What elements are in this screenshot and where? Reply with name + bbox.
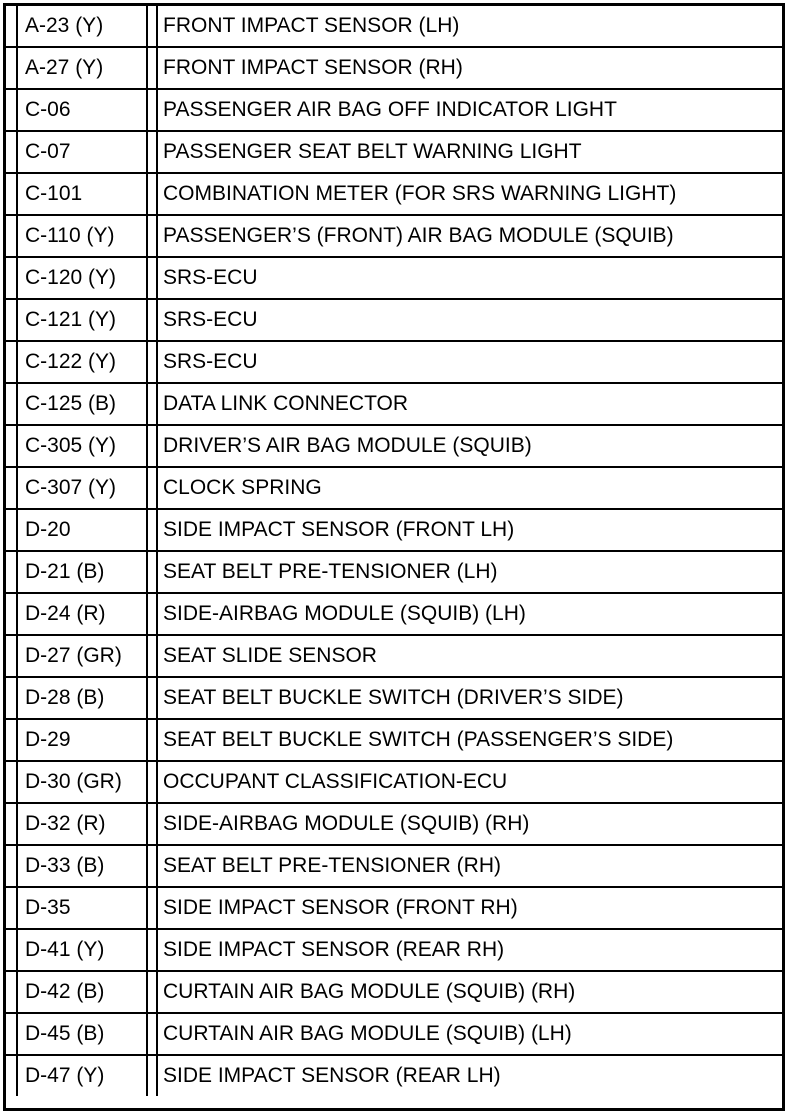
column-divider (147, 341, 157, 383)
connector-code: D-33 (B) (17, 845, 147, 887)
row-spacer (6, 509, 17, 551)
connector-name: SEAT BELT BUCKLE SWITCH (PASSENGER’S SIDE) (157, 719, 782, 761)
row-spacer (6, 467, 17, 509)
row-spacer (6, 929, 17, 971)
row-spacer (6, 677, 17, 719)
connector-name: SIDE IMPACT SENSOR (REAR LH) (163, 1064, 501, 1087)
connector-name: SEAT SLIDE SENSOR (157, 635, 782, 677)
connector-code: D-41 (Y) (17, 929, 147, 971)
connector-code: C-307 (Y) (17, 467, 147, 509)
table-row (6, 887, 782, 929)
connector-name: PASSENGER SEAT BELT WARNING LIGHT (157, 131, 782, 173)
connector-name: FRONT IMPACT SENSOR (LH) (157, 6, 782, 47)
connector-code: D-21 (B) (17, 551, 147, 593)
table-row (6, 803, 782, 845)
connector-code: D-35 (17, 887, 147, 929)
connector-name: COMBINATION METER (FOR SRS WARNING LIGHT) (157, 173, 782, 215)
column-divider (147, 257, 157, 299)
row-spacer (6, 551, 17, 593)
connector-code: D-32 (R) (17, 803, 147, 845)
connector-code: A-23 (Y) (17, 6, 147, 47)
connector-code: D-24 (R) (17, 593, 147, 635)
table-row (6, 215, 782, 257)
connector-code: C-110 (Y) (17, 215, 147, 257)
connector-name: SIDE IMPACT SENSOR (REAR RH) (157, 929, 782, 971)
connector-code: D-47 (Y) (17, 1055, 147, 1096)
column-divider (147, 845, 157, 887)
connector-code: D-29 (17, 719, 147, 761)
table-row (6, 1013, 782, 1055)
column-divider (147, 803, 157, 845)
connector-table-frame (3, 3, 785, 1111)
table-row (6, 131, 782, 173)
connector-code: D-27 (GR) (17, 635, 147, 677)
row-spacer (6, 719, 17, 761)
table-row (6, 509, 782, 551)
connector-code: C-305 (Y) (17, 425, 147, 467)
table-row (6, 1055, 782, 1096)
row-spacer (6, 761, 17, 803)
row-spacer (6, 47, 17, 89)
connector-code: D-28 (B) (17, 677, 147, 719)
column-divider (147, 1055, 157, 1096)
table-row (6, 761, 782, 803)
row-spacer (6, 845, 17, 887)
table-row (6, 6, 782, 47)
connector-name: FRONT IMPACT SENSOR (RH) (157, 47, 782, 89)
row-spacer (6, 89, 17, 131)
connector-name: CURTAIN AIR BAG MODULE (SQUIB) (LH) (157, 1013, 782, 1055)
connector-code: D-42 (B) (17, 971, 147, 1013)
column-divider (147, 173, 157, 215)
table-row (6, 845, 782, 887)
connector-name: SEAT BELT PRE-TENSIONER (RH) (157, 845, 782, 887)
table-row (6, 635, 782, 677)
table-row (6, 467, 782, 509)
connector-code: D-20 (17, 509, 147, 551)
connector-code: D-30 (GR) (17, 761, 147, 803)
column-divider (147, 467, 157, 509)
column-divider (147, 719, 157, 761)
connector-code: C-121 (Y) (17, 299, 147, 341)
column-divider (147, 761, 157, 803)
connector-name: OCCUPANT CLASSIFICATION-ECU (157, 761, 782, 803)
connector-code: D-45 (B) (17, 1013, 147, 1055)
connector-table-body (6, 6, 782, 1096)
connector-name: SRS-ECU (157, 341, 782, 383)
column-divider (147, 1013, 157, 1055)
connector-code: A-27 (Y) (17, 47, 147, 89)
connector-table (6, 6, 782, 1096)
column-divider (147, 6, 157, 47)
table-row (6, 551, 782, 593)
connector-name: DATA LINK CONNECTOR (157, 383, 782, 425)
connector-name: SIDE-AIRBAG MODULE (SQUIB) (RH) (157, 803, 782, 845)
row-spacer (6, 971, 17, 1013)
row-spacer (6, 635, 17, 677)
column-divider (147, 89, 157, 131)
column-divider (147, 551, 157, 593)
row-spacer (6, 215, 17, 257)
connector-name: DRIVER’S AIR BAG MODULE (SQUIB) (157, 425, 782, 467)
table-row (6, 677, 782, 719)
connector-name: PASSENGER AIR BAG OFF INDICATOR LIGHT (157, 89, 782, 131)
column-divider (147, 635, 157, 677)
connector-name: SEAT BELT PRE-TENSIONER (LH) (157, 551, 782, 593)
column-divider (147, 299, 157, 341)
table-row (6, 593, 782, 635)
connector-code: C-122 (Y) (17, 341, 147, 383)
column-divider (147, 215, 157, 257)
row-spacer (6, 887, 17, 929)
connector-name: CLOCK SPRING (157, 467, 782, 509)
row-spacer (6, 1013, 17, 1055)
table-row (6, 971, 782, 1013)
row-spacer (6, 383, 17, 425)
column-divider (147, 383, 157, 425)
column-divider (147, 47, 157, 89)
column-divider (147, 677, 157, 719)
table-row (6, 47, 782, 89)
connector-name: SRS-ECU (157, 257, 782, 299)
connector-name: SIDE IMPACT SENSOR (FRONT RH) (157, 887, 782, 929)
connector-code: C-125 (B) (17, 383, 147, 425)
table-row (6, 257, 782, 299)
row-spacer (6, 1055, 17, 1096)
column-divider (147, 593, 157, 635)
column-divider (147, 929, 157, 971)
column-divider (147, 131, 157, 173)
column-divider (147, 887, 157, 929)
row-spacer (6, 131, 17, 173)
connector-code: C-06 (17, 89, 147, 131)
table-row (6, 173, 782, 215)
table-row (6, 299, 782, 341)
connector-name: SIDE-AIRBAG MODULE (SQUIB) (LH) (157, 593, 782, 635)
row-spacer (6, 6, 17, 47)
row-spacer (6, 803, 17, 845)
table-row (6, 719, 782, 761)
table-row (6, 383, 782, 425)
table-row (6, 929, 782, 971)
row-spacer (6, 299, 17, 341)
connector-name: CURTAIN AIR BAG MODULE (SQUIB) (RH) (157, 971, 782, 1013)
column-divider (147, 425, 157, 467)
connector-code: C-07 (17, 131, 147, 173)
connector-name: PASSENGER’S (FRONT) AIR BAG MODULE (SQUIB) (157, 215, 782, 257)
row-spacer (6, 425, 17, 467)
row-spacer (6, 257, 17, 299)
column-divider (147, 509, 157, 551)
table-row (6, 341, 782, 383)
connector-name: SRS-ECU (157, 299, 782, 341)
connector-code: C-101 (17, 173, 147, 215)
column-divider (147, 971, 157, 1013)
connector-code: C-120 (Y) (17, 257, 147, 299)
connector-name: SIDE IMPACT SENSOR (FRONT LH) (157, 509, 782, 551)
row-spacer (6, 173, 17, 215)
row-spacer (6, 341, 17, 383)
connector-name: SEAT BELT BUCKLE SWITCH (DRIVER’S SIDE) (157, 677, 782, 719)
table-row (6, 89, 782, 131)
row-spacer (6, 593, 17, 635)
table-row (6, 425, 782, 467)
